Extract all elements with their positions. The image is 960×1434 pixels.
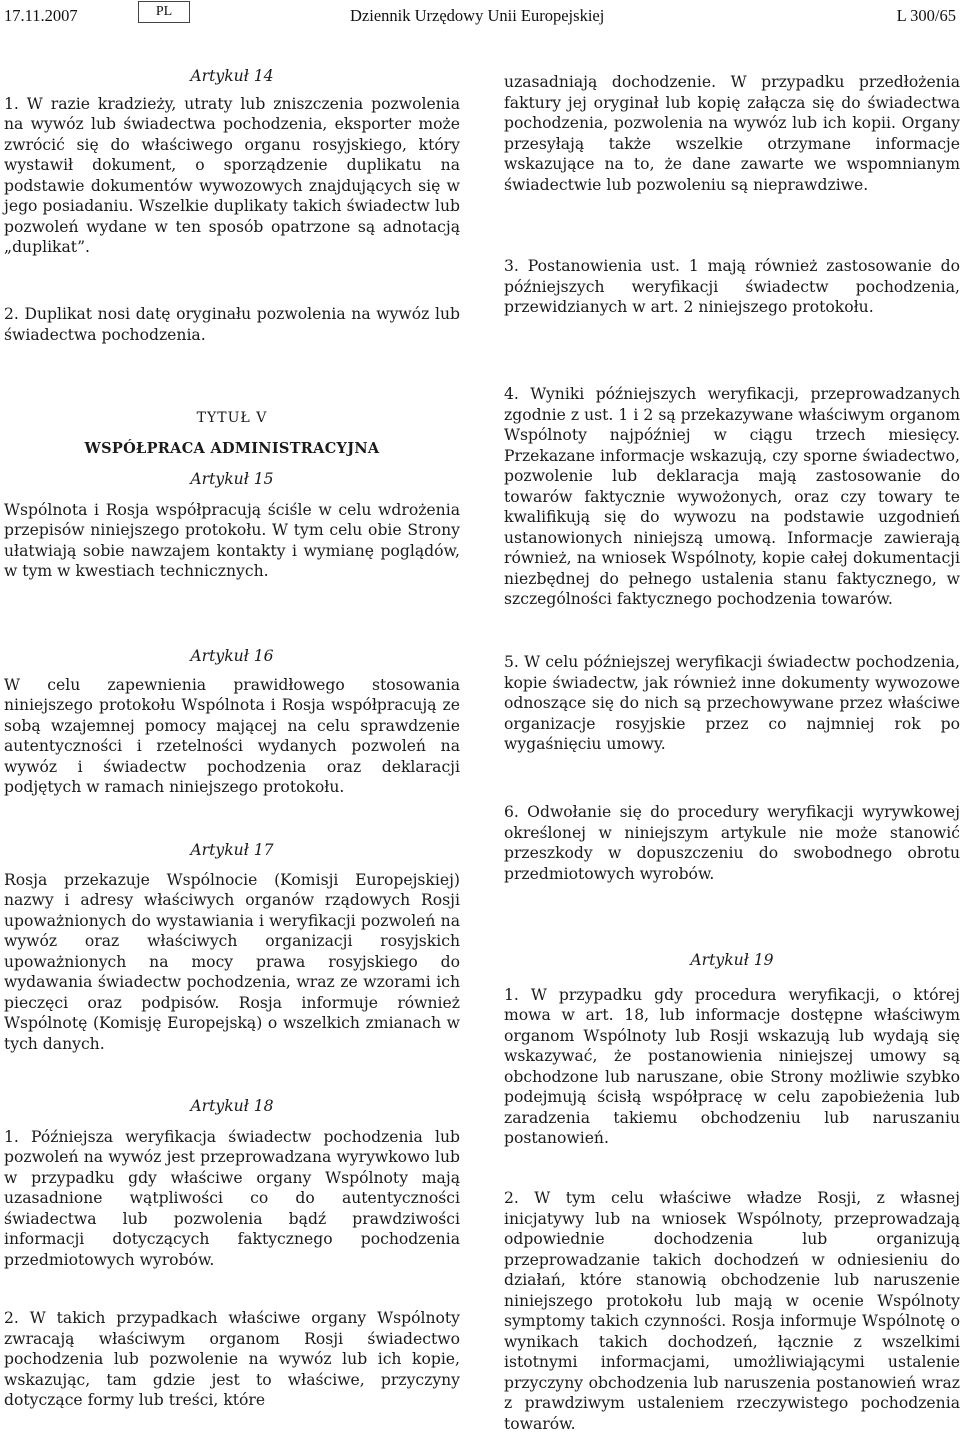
article-18-paragraph-3: 3. Postanowienia ust. 1 mają również zastosowanie do późniejszych weryfikacji świadectw pochodzenia, przewidzianych w art. 2 niniejszego protokołu. — [504, 257, 960, 316]
article-17-paragraph: Rosja przekazuje Wspólnocie (Komisji Europejskiej) nazwy i adresy właściwych organów rządowych Rosji upoważnionych do wystawiania i weryfikacji pozwoleń na wywóz oraz właściwych organizacji rosyjskich upoważnionych na mocy prawa rosyjskiego do wydawania świadectw pochodzenia, wraz ze wzorami ich pieczęci oraz podpisów. Rosja informuje również Wspólnotę (Komisję Europejską) o wszelkich zmianach w tych danych. — [4, 870, 460, 1053]
article-18-paragraph-1: 1. Późniejsza weryfikacja świadectw pochodzenia lub pozwoleń na wywóz jest przeprowadzana wyrywkowo lub w przypadku gdy właściwe organy Wspólnoty mają uzasadnione wątpliwości co do autentyczności świadectwa lub pozwolenia bądź prawdziwości informacji dotyczących faktycznego pochodzenia przedmiotowych wyrobów. — [4, 1127, 460, 1269]
article-14-title: Artykuł 14 — [190, 67, 274, 85]
article-18-paragraph-4-block — [504, 384, 960, 610]
page-header — [0, 0, 960, 34]
language-badge: PL — [138, 1, 190, 23]
article-18-paragraph-5-block — [504, 652, 960, 755]
article-18-paragraph-2-block — [4, 1308, 460, 1411]
article-14-paragraph-2-block — [4, 304, 460, 345]
journal-title: Dziennik Urzędowy Unii Europejskiej — [350, 6, 605, 25]
article-18-paragraph-6-block — [504, 802, 960, 884]
article-16-title: Artykuł 16 — [190, 647, 274, 665]
article-18-paragraph-6: 6. Odwołanie się do procedury weryfikacji wyrywkowej określonej w niniejszym artykule nie może stanowić przeszkody w dopuszczeniu do swobodnego obrotu przedmiotowych wyrobów. — [504, 803, 960, 883]
article-17-title: Artykuł 17 — [190, 841, 274, 859]
article-14 — [4, 66, 460, 258]
article-18-continuation — [504, 72, 960, 195]
title-number: TYTUŁ V — [196, 410, 268, 426]
article-19 — [504, 950, 960, 1149]
article-14-paragraph-1: 1. W razie kradzieży, utraty lub zniszczenia pozwolenia na wywóz lub świadectwa pochodzenia, eksporter może zwrócić się do właściwego organu rosyjskiego, który wystawił dokument, o sporządzenie duplikatu na podstawie dokumentów wywozowych znajdujących się w jego posiadaniu. Wszelkie duplikaty takich świadectw lub pozwoleń wydane w ten sposób opatrzone są adnotacją „duplikat”. — [4, 94, 460, 256]
article-18-title: Artykuł 18 — [190, 1097, 274, 1115]
article-19-paragraph-2-block — [504, 1188, 960, 1434]
article-18-paragraph-2-continued: uzasadniają dochodzenie. W przypadku przedłożenia faktury jej oryginał lub kopię załącza się do świadectwa pochodzenia, pozwolenia na wywóz lub ich kopii. Organy przesyłają także wszelkie otrzymane informacje wskazujące na to, że dane zawarte we wspomnianym świadectwie lub pozwoleniu są nieprawdziwe. — [504, 73, 960, 194]
title-v-block — [4, 408, 460, 582]
article-19-paragraph-2: 2. W tym celu właściwe władze Rosji, z własnej inicjatywy lub na wniosek Wspólnoty, przeprowadzają odpowiednie dochodzenia lub organizują przeprowadzanie takich dochodzeń w odniesieniu do działań, które stanowią obchodzenie lub naruszenie niniejszego protokołu lub mają w ocenie Wspólnoty symptomy takich czynności. Rosja informuje Wspólnotę o wynikach takich dochodzeń, łącznie z wszelkimi istotnymi informacjami, umożliwiającymi ustalenie przyczyny obchodzenia lub naruszenia postanowień wraz z prawdziwym ustaleniem rzeczywistego pochodzenia towarów. — [504, 1189, 960, 1433]
article-18-paragraph-4: 4. Wyniki późniejszych weryfikacji, przeprowadzanych zgodnie z ust. 1 i 2 są przekazywane właściwym organom Wspólnoty najpóźniej w ciągu trzech miesięcy. Przekazane informacje wskazują, czy sporne świadectwo, pozwolenie lub deklaracja mają zastosowanie do towarów faktycznie wywożonych, oraz czy towary te kwalifikują się do wywozu na podstawie uzgodnień ustanowionych niniejszą umową. Informacje zawierają również, na wniosek Wspólnoty, kopie całej dokumentacji niezbędnej do pełnego ustalenia stanu faktycznego, w szczególności faktycznego pochodzenia towarów. — [504, 385, 960, 608]
article-15-paragraph: Wspólnota i Rosja współpracują ściśle w celu wdrożenia przepisów niniejszego protokołu. W tym celu obie Strony ułatwiają sobie nawzajem kontakty i wymianę poglądów, w tym w kwestiach technicznych. — [4, 500, 460, 580]
publication-date: 17.11.2007 — [4, 6, 78, 25]
article-17 — [4, 840, 460, 1054]
page-reference: L 300/65 — [896, 6, 956, 25]
article-15-title: Artykuł 15 — [190, 470, 274, 488]
article-18 — [4, 1096, 460, 1270]
section-title: WSPÓŁPRACA ADMINISTRACYJNA — [84, 440, 380, 457]
article-14-paragraph-2: 2. Duplikat nosi datę oryginału pozwolenia na wywóz lub świadectwa pochodzenia. — [4, 305, 460, 344]
article-16 — [4, 646, 460, 798]
article-16-paragraph: W celu zapewnienia prawidłowego stosowania niniejszego protokołu Wspólnota i Rosja współpracują ze sobą wzajemnej pomocy mającej na celu sprawdzenie autentyczności i rzetelności wydanych pozwoleń na wywóz i świadectw pochodzenia oraz deklaracji podjętych w ramach niniejszego protokołu. — [4, 675, 460, 796]
article-19-title: Artykuł 19 — [690, 951, 774, 969]
article-18-paragraph-5: 5. W celu późniejszej weryfikacji świadectw pochodzenia, kopie świadectw, jak również inne dokumenty wywozowe odnoszące się do nich są przechowywane przez właściwe organizacje rosyjskie przez co najmniej rok po wygaśnięciu umowy. — [504, 653, 960, 753]
article-19-paragraph-1: 1. W przypadku gdy procedura weryfikacji, o której mowa w art. 18, lub informacje dostępne właściwym organom Wspólnoty lub Rosji wskazują lub wydają się wskazywać, że postanowienia niniejszej umowy są obchodzone lub naruszane, obie Strony możliwie szybko podejmują ścisłą współpracę w celu zapobieżenia lub zaradzenia takiemu obchodzeniu lub naruszaniu postanowień. — [504, 985, 960, 1147]
article-18-paragraph-3-block — [504, 256, 960, 318]
article-18-paragraph-2: 2. W takich przypadkach właściwe organy Wspólnoty zwracają właściwym organom Rosji świadectwo pochodzenia lub pozwolenie na wywóz lub ich kopie, wskazując, tam gdzie jest to właściwe, przyczyny dotyczące formy lub treści, które — [4, 1309, 460, 1409]
